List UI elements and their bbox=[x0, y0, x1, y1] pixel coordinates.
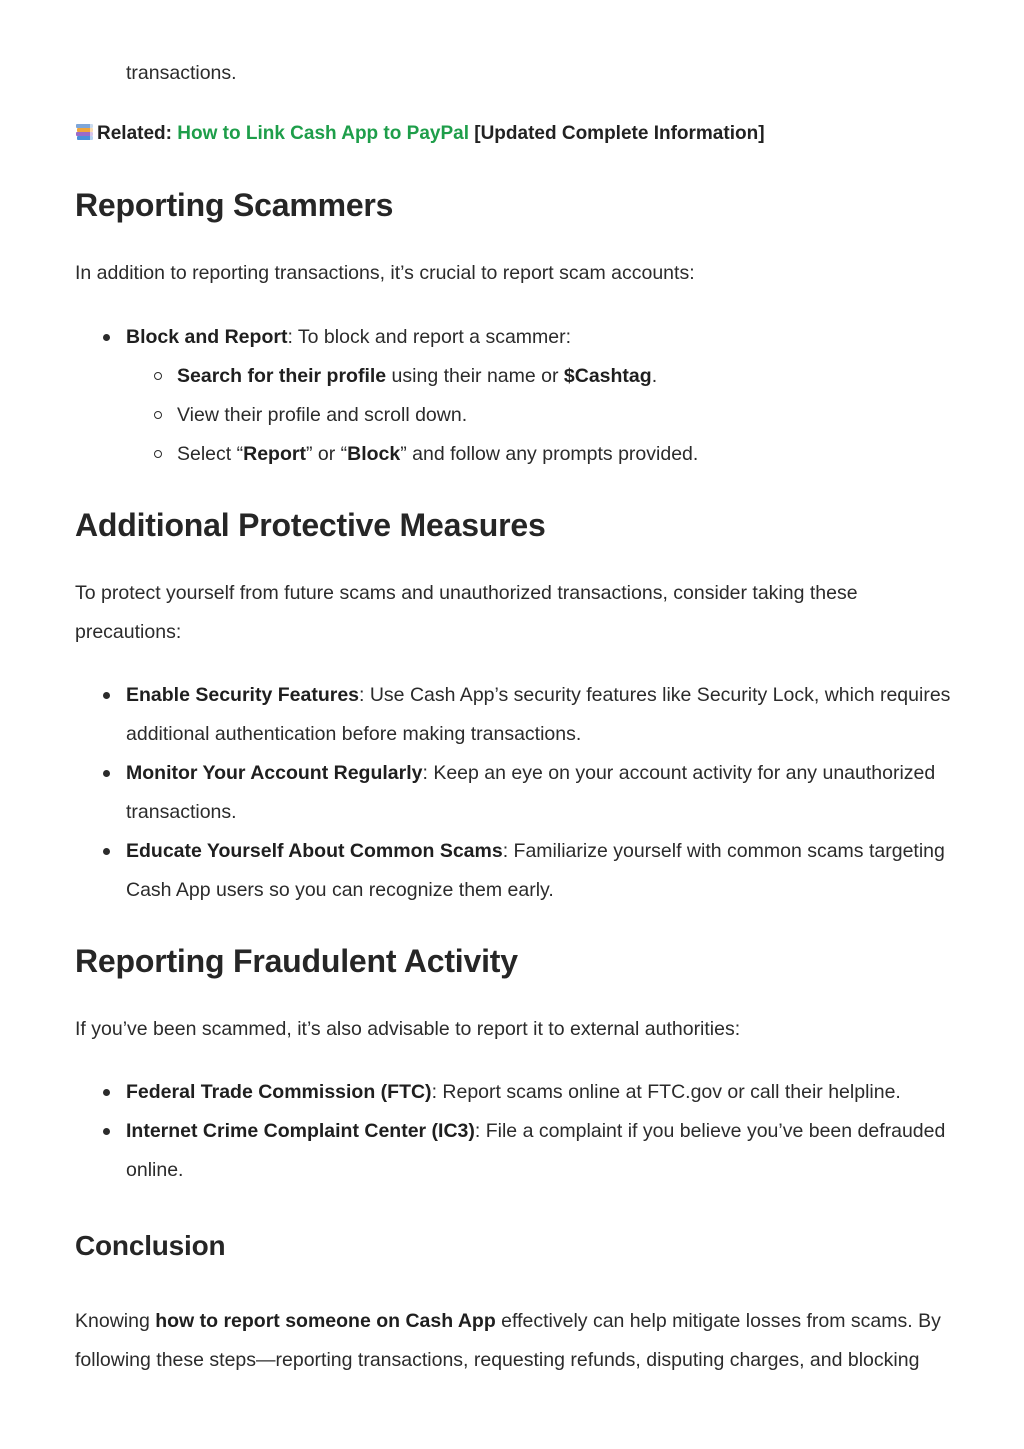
item-text: : Familiarize yourself with common scams targeting Cash App users so you can recognize them early. bbox=[126, 840, 945, 901]
books-icon bbox=[75, 122, 95, 142]
list-item bbox=[75, 318, 967, 474]
item-bold: Educate Yourself About Common Scams bbox=[126, 840, 503, 862]
step-text-post: ” and follow any prompts provided. bbox=[400, 443, 699, 465]
step-text: using their name or bbox=[386, 365, 564, 387]
related-suffix: [Updated Complete Information] bbox=[468, 123, 765, 144]
related-link[interactable]: How to Link Cash App to PayPal bbox=[177, 123, 469, 144]
step-bold-cashtag: $Cashtag bbox=[563, 365, 652, 387]
sub-list-item bbox=[126, 357, 967, 396]
item-text: : File a complaint if you believe you’ve been defrauded online. bbox=[126, 1120, 946, 1181]
step-text-mid: ” or “ bbox=[305, 443, 348, 465]
step-text-end: . bbox=[651, 365, 658, 387]
heading-reporting-fraudulent-activity: Reporting Fraudulent Activity bbox=[75, 943, 518, 979]
step-text-pre: Select “ bbox=[177, 443, 244, 465]
conclusion-text bbox=[75, 1302, 967, 1380]
protective-list bbox=[75, 676, 967, 910]
step-bold-report: Report bbox=[243, 443, 306, 465]
scammers-list bbox=[75, 318, 967, 474]
heading-reporting-scammers: Reporting Scammers bbox=[75, 187, 394, 223]
item-bold: Monitor Your Account Regularly bbox=[126, 762, 423, 784]
related-prefix: Related: bbox=[97, 123, 178, 144]
sub-list-item bbox=[126, 435, 967, 474]
conclusion-post: effectively can help mitigate losses from scams. By following these steps—reporting transactions, requesting refunds, disputing charges, and blocking bbox=[75, 1310, 941, 1371]
item-text: : To block and report a scammer: bbox=[287, 326, 572, 348]
item-text: : Report scams online at FTC.gov or call their helpline. bbox=[431, 1081, 901, 1103]
item-bold: Enable Security Features bbox=[126, 684, 360, 706]
item-bold: Internet Crime Complaint Center (IC3) bbox=[126, 1120, 475, 1142]
heading-additional-protective-measures: Additional Protective Measures bbox=[75, 507, 546, 543]
list-item bbox=[75, 832, 967, 910]
related-line bbox=[75, 120, 765, 148]
step-bold: Search for their profile bbox=[177, 365, 387, 387]
conclusion-pre: Knowing bbox=[75, 1310, 156, 1332]
item-bold: Federal Trade Commission (FTC) bbox=[126, 1081, 432, 1103]
scammers-sublist bbox=[126, 357, 967, 474]
protective-intro: To protect yourself from future scams and unauthorized transactions, consider taking these precautions: bbox=[75, 582, 858, 643]
fraud-intro: If you’ve been scammed, it’s also advisable to report it to external authorities: bbox=[75, 1018, 741, 1040]
conclusion-bold: how to report someone on Cash App bbox=[155, 1310, 496, 1332]
fraud-list bbox=[75, 1073, 967, 1190]
list-item bbox=[75, 1073, 967, 1112]
carryover-text: transactions. bbox=[126, 62, 237, 84]
list-item bbox=[75, 676, 967, 754]
list-item bbox=[75, 1112, 967, 1190]
item-bold: Block and Report bbox=[126, 326, 288, 348]
list-item bbox=[75, 754, 967, 832]
item-text: : Use Cash App’s security features like Security Lock, which requires additional authentication before making transactions. bbox=[126, 684, 951, 745]
step-text: View their profile and scroll down. bbox=[177, 404, 468, 426]
step-bold-block: Block bbox=[347, 443, 401, 465]
sub-list-item bbox=[126, 396, 967, 435]
scammers-intro: In addition to reporting transactions, it’s crucial to report scam accounts: bbox=[75, 262, 695, 284]
item-text: : Keep an eye on your account activity for any unauthorized transactions. bbox=[126, 762, 936, 823]
heading-conclusion: Conclusion bbox=[75, 1230, 226, 1261]
